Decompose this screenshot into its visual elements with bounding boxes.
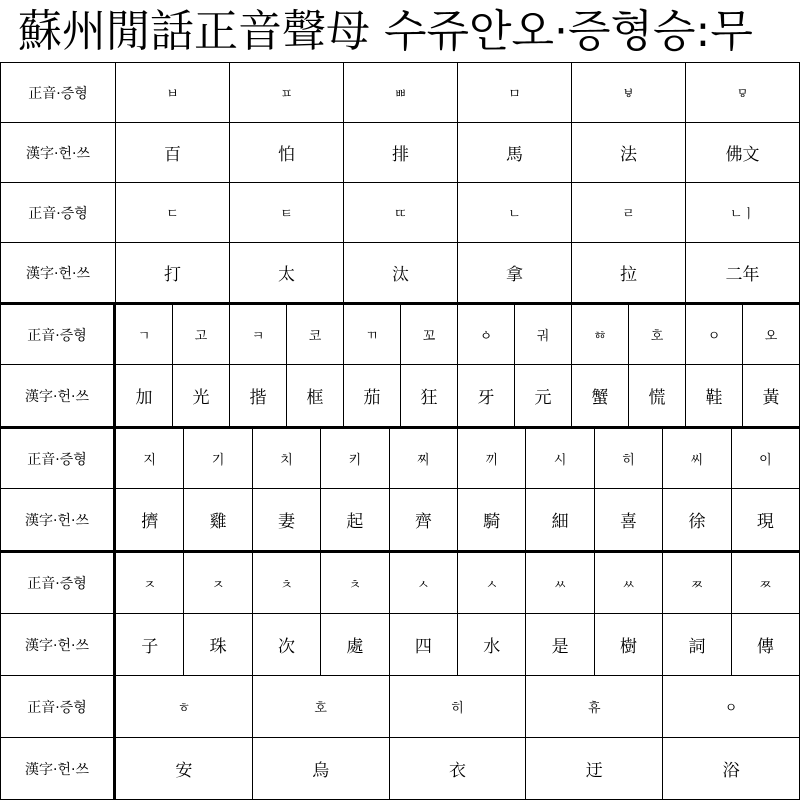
- table-row: [0, 122, 800, 182]
- table-row: [0, 302, 800, 364]
- hanzi-cell: 光: [173, 365, 230, 426]
- row-cells: [116, 553, 800, 613]
- row-cells: [116, 63, 800, 122]
- phonetic-cell: 치: [253, 429, 321, 488]
- hanzi-cell: 擠: [116, 489, 184, 550]
- phonetic-cell: 키: [321, 429, 389, 488]
- phonetic-cell: 오: [743, 305, 800, 364]
- hanzi-cell: 騎: [458, 489, 526, 550]
- phonetic-cell: ㄱ: [116, 305, 173, 364]
- row-cells: [116, 183, 800, 242]
- phonetic-cell: 꼬: [401, 305, 458, 364]
- row-cells: [116, 429, 800, 488]
- hanzi-cell: 二年: [686, 243, 800, 302]
- hanzi-cell: 排: [344, 123, 458, 182]
- hanzi-cell: 太: [230, 243, 344, 302]
- phonetic-cell: 코: [287, 305, 344, 364]
- phonetic-cell: ㄹ: [572, 183, 686, 242]
- hanzi-cell: 子: [116, 614, 184, 675]
- hanzi-cell: 元: [515, 365, 572, 426]
- phonetic-cell: ㆅ: [572, 305, 629, 364]
- phonetic-cell: ㅎ: [116, 676, 253, 737]
- hanzi-cell: 揩: [230, 365, 287, 426]
- table-row: [0, 488, 800, 550]
- table-row: [0, 613, 800, 675]
- hanzi-cell: 鞋: [686, 365, 743, 426]
- phonetic-cell: 호: [253, 676, 390, 737]
- row-header-phonetic: 正音·증형: [0, 676, 116, 737]
- hanzi-cell: 狂: [401, 365, 458, 426]
- hanzi-cell: 黃: [743, 365, 800, 426]
- phonetic-cell: ㄴㅣ: [686, 183, 800, 242]
- phonetic-cell: ㅅ: [390, 553, 458, 613]
- table-row: [0, 550, 800, 613]
- phonetic-cell: 시: [526, 429, 594, 488]
- phonetic-cell: ㅈ: [184, 553, 252, 613]
- hanzi-cell: 慌: [629, 365, 686, 426]
- phonetic-cell: ㅇ: [686, 305, 743, 364]
- phonetic-cell: 호: [629, 305, 686, 364]
- row-cells: [116, 738, 800, 799]
- hanzi-cell: 四: [390, 614, 458, 675]
- phonetic-cell: 휴: [526, 676, 663, 737]
- hanzi-cell: 拿: [458, 243, 572, 302]
- phonetic-cell: ㅌ: [230, 183, 344, 242]
- table-row: [0, 364, 800, 426]
- phonetic-cell: ㄷ: [116, 183, 230, 242]
- table-row: [0, 242, 800, 302]
- row-cells: [116, 676, 800, 737]
- hanzi-cell: 齊: [390, 489, 458, 550]
- phonetic-cell: ㅃ: [344, 63, 458, 122]
- hanzi-cell: 喜: [595, 489, 663, 550]
- hanzi-cell: 框: [287, 365, 344, 426]
- phonetic-cell: ㅆ: [526, 553, 594, 613]
- phonetic-cell: ㄴ: [458, 183, 572, 242]
- hanzi-cell: 拉: [572, 243, 686, 302]
- hanzi-cell: 迂: [526, 738, 663, 799]
- phonetic-cell: 히: [390, 676, 527, 737]
- hanzi-cell: 安: [116, 738, 253, 799]
- phonetic-cell: ㅈ: [116, 553, 184, 613]
- phonetic-cell: ㄸ: [344, 183, 458, 242]
- hanzi-cell: 是: [526, 614, 594, 675]
- row-cells: [116, 365, 800, 426]
- hanzi-cell: 雞: [184, 489, 252, 550]
- hanzi-cell: 百: [116, 123, 230, 182]
- hanzi-cell: 汰: [344, 243, 458, 302]
- hanzi-cell: 處: [321, 614, 389, 675]
- hanzi-cell: 傳: [732, 614, 800, 675]
- hanzi-cell: 起: [321, 489, 389, 550]
- phonetic-cell: ㅅ: [458, 553, 526, 613]
- phonetic-cell: 이: [732, 429, 800, 488]
- row-header-phonetic: 正音·증형: [0, 183, 116, 242]
- phonetic-cell: ㄲ: [344, 305, 401, 364]
- phonetic-cell: 끼: [458, 429, 526, 488]
- phonetic-cell: ㅸ: [572, 63, 686, 122]
- hanzi-cell: 怕: [230, 123, 344, 182]
- row-header-hanzi: 漢字·헌·쓰: [0, 738, 116, 799]
- row-cells: [116, 614, 800, 675]
- row-header-hanzi: 漢字·헌·쓰: [0, 243, 116, 302]
- row-cells: [116, 305, 800, 364]
- row-header-hanzi: 漢字·헌·쓰: [0, 365, 116, 426]
- phonetic-cell: ㆁ: [458, 305, 515, 364]
- row-header-hanzi: 漢字·헌·쓰: [0, 614, 116, 675]
- initials-table: [0, 62, 800, 800]
- table-row: [0, 62, 800, 122]
- phonetic-cell: ㅂ: [116, 63, 230, 122]
- hanzi-cell: 蟹: [572, 365, 629, 426]
- row-header-hanzi: 漢字·헌·쓰: [0, 489, 116, 550]
- hanzi-cell: 浴: [663, 738, 800, 799]
- hanzi-cell: 馬: [458, 123, 572, 182]
- hanzi-cell: 茄: [344, 365, 401, 426]
- phonetic-cell: 히: [595, 429, 663, 488]
- hanzi-cell: 現: [732, 489, 800, 550]
- phonetic-cell: 고: [173, 305, 230, 364]
- phonetic-cell: ㅉ: [663, 553, 731, 613]
- hanzi-cell: 牙: [458, 365, 515, 426]
- hanzi-cell: 佛文: [686, 123, 800, 182]
- phonetic-cell: ㅇ: [663, 676, 800, 737]
- phonetic-cell: ㅆ: [595, 553, 663, 613]
- hanzi-cell: 衣: [390, 738, 527, 799]
- hanzi-cell: 加: [116, 365, 173, 426]
- phonetic-cell: ㅊ: [253, 553, 321, 613]
- hanzi-cell: 詞: [663, 614, 731, 675]
- table-row: [0, 675, 800, 737]
- row-header-phonetic: 正音·증형: [0, 429, 116, 488]
- hanzi-cell: 細: [526, 489, 594, 550]
- table-row: [0, 182, 800, 242]
- row-cells: [116, 243, 800, 302]
- hanzi-cell: 次: [253, 614, 321, 675]
- row-header-phonetic: 正音·증형: [0, 305, 116, 364]
- hanzi-cell: 烏: [253, 738, 390, 799]
- phonetic-cell: ㅉ: [732, 553, 800, 613]
- hanzi-cell: 法: [572, 123, 686, 182]
- phonetic-cell: 찌: [390, 429, 458, 488]
- row-cells: [116, 123, 800, 182]
- phonetic-cell: 지: [116, 429, 184, 488]
- hanzi-cell: 樹: [595, 614, 663, 675]
- table-row: [0, 426, 800, 488]
- row-header-phonetic: 正音·증형: [0, 63, 116, 122]
- hanzi-cell: 打: [116, 243, 230, 302]
- hanzi-cell: 珠: [184, 614, 252, 675]
- page-title: 蘇州閒話正音聲母 수쥬안오·증형승:무: [18, 6, 753, 57]
- hanzi-cell: 妻: [253, 489, 321, 550]
- phonetic-cell: 기: [184, 429, 252, 488]
- phonetic-cell: ㅁ: [458, 63, 572, 122]
- phonetic-cell: ㅊ: [321, 553, 389, 613]
- phonetic-cell: 씨: [663, 429, 731, 488]
- hanzi-cell: 徐: [663, 489, 731, 550]
- phonetic-cell: ㅋ: [230, 305, 287, 364]
- table-row: [0, 737, 800, 800]
- phonetic-cell: ㅱ: [686, 63, 800, 122]
- phonetic-cell: ㅍ: [230, 63, 344, 122]
- row-header-phonetic: 正音·증형: [0, 553, 116, 613]
- phonetic-cell: 궈: [515, 305, 572, 364]
- row-header-hanzi: 漢字·헌·쓰: [0, 123, 116, 182]
- hanzi-cell: 水: [458, 614, 526, 675]
- row-cells: [116, 489, 800, 550]
